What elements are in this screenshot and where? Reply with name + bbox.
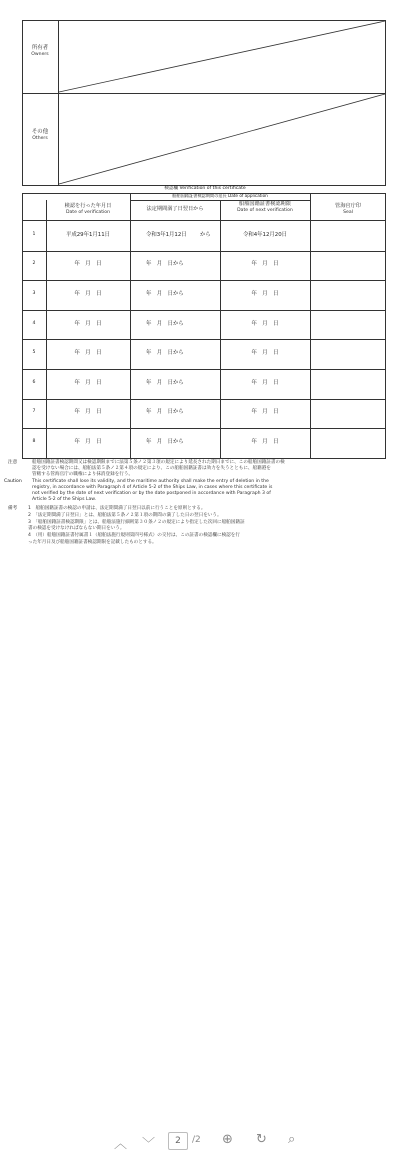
rule xyxy=(22,193,23,458)
row-number: 7 xyxy=(32,409,36,415)
rule xyxy=(385,193,386,458)
viewer-toolbar xyxy=(0,560,408,1152)
row-number: 2 xyxy=(32,261,36,267)
rule xyxy=(46,200,47,458)
owners-label: 所有者 Owners xyxy=(31,45,49,58)
application-date: 年 月 日から xyxy=(146,409,184,416)
verification-date: 年 月 日 xyxy=(74,291,102,297)
row-divider xyxy=(22,339,386,340)
next-verification-date: 年 月 日 xyxy=(251,409,279,416)
application-date: 年 月 日から xyxy=(146,320,184,327)
rule xyxy=(22,220,386,221)
remarks: 1 船舶国籍証書の検認の申請は、法定期間満了日翌日以前に行うことを原則とする。 2 「法定期間満了日翌日」とは、船舶法第５条ノ２第１項の期間の満了した日の翌日をいう。 3 「船舶国籍証書検認期限」とは、船舶法施行細則第３０条ノ２の規定により指定した次回に船舶国籍証 書の検認を受けなければならない期日をいう。 4 （用）船舶国籍証書付属書１（船舶法施行規則第四号様式）の交付は、この証書の検認欄に検認を行 った年月日及び船舶国籍証書検認期限を記載したものとする。 xyxy=(28,506,245,545)
next-verification-date: 年 月 日 xyxy=(251,379,279,386)
col-seal-header: 管海官庁印 Seal xyxy=(335,203,361,216)
application-date: 年 月 日から xyxy=(146,261,184,268)
verification-date: 年 月 日 xyxy=(74,439,102,445)
verification-date: 年 月 日 xyxy=(74,379,102,386)
verification-date: 年 月 日 xyxy=(74,261,102,268)
caution-jp-label: 注意 xyxy=(8,460,18,465)
caution-en-label: Caution xyxy=(4,479,22,484)
row-number: 5 xyxy=(32,350,36,356)
next-verification-date: 年 月 日 xyxy=(251,320,279,327)
row-divider xyxy=(22,428,386,429)
row-number: 8 xyxy=(32,439,36,444)
application-date: 年 月 日から xyxy=(146,291,184,297)
row-number: 4 xyxy=(32,320,36,326)
verification-date: 年 月 日 xyxy=(74,409,102,416)
application-date: 年 月 日から xyxy=(146,350,184,357)
application-kara: から xyxy=(200,231,211,238)
row-divider xyxy=(22,369,386,370)
row-divider xyxy=(22,458,386,459)
col-application-header: 法定期間満了日翌日から xyxy=(146,206,204,212)
row-divider xyxy=(22,310,386,311)
row-divider xyxy=(22,399,386,400)
application-date: 年 月 日から xyxy=(146,439,184,445)
application-date: 令和3年1月12日 xyxy=(146,231,187,238)
verification-subtitle: 船舶国籍証書検認期間の延長 Date of application xyxy=(172,193,268,198)
row-number: 6 xyxy=(32,379,36,385)
page-number-input[interactable]: 2 xyxy=(168,1132,188,1150)
verification-title: 検認欄 Verification of this certificate xyxy=(164,186,246,191)
next-verification-date: 令和4年12月20日 xyxy=(242,231,288,238)
caution-jp: 船舶国籍証書検認期間又は検認期限までに法第５条ノ２第３項の規定により延長された期日までに、この船舶国籍証書の検 認を受けない場合には、船舶法第５条ノ２第４項の規定により、この船舶国籍証書は効力を失うとともに、船籍港を 管轄する管海官庁の職権により抹消登録を行う。 xyxy=(32,460,285,477)
next-page-icon[interactable]: ﹀ xyxy=(142,1137,156,1152)
verification-date: 年 月 日 xyxy=(74,350,102,357)
others-label: その他 Others xyxy=(31,129,49,142)
rule xyxy=(220,200,221,458)
row-divider xyxy=(22,280,386,281)
verification-date: 年 月 日 xyxy=(74,320,102,327)
col-next-header: 船舶国籍証書検認期限 Date of next verification xyxy=(237,201,293,214)
next-verification-date: 年 月 日 xyxy=(251,261,279,268)
rotate-icon[interactable]: ↻ xyxy=(256,1132,267,1147)
search-icon[interactable]: ⌕ xyxy=(288,1132,296,1147)
verification-date: 平成29年1月11日 xyxy=(65,231,111,238)
remarks-label: 備考 xyxy=(8,506,18,511)
rule xyxy=(310,193,311,458)
next-verification-date: 年 月 日 xyxy=(251,291,279,297)
application-date: 年 月 日から xyxy=(146,379,184,386)
next-verification-date: 年 月 日 xyxy=(251,350,279,357)
row-number: 1 xyxy=(32,231,36,237)
row-number: 3 xyxy=(32,291,36,296)
page-total: /2 xyxy=(192,1135,201,1145)
zoom-in-icon[interactable]: ⊕ xyxy=(222,1132,233,1147)
col-date-header: 検認を行った年月日 Date of verification xyxy=(64,203,112,216)
previous-page-icon[interactable]: ︿ xyxy=(114,1137,128,1152)
row-divider xyxy=(22,251,386,252)
next-verification-date: 年 月 日 xyxy=(251,439,279,445)
caution-en: This certificate shall lose its validity, and the maritime authority shall make the entry of deletion in the registry, in accordance with Paragraph 4 of Article 5-2 of the Ships Law, in cases where this certificate is not verified by the date of next verification or by the date postponed in accordance with Paragraph 3 of Article 5-2 of the Ships Law. xyxy=(32,479,273,502)
rule xyxy=(130,193,131,458)
